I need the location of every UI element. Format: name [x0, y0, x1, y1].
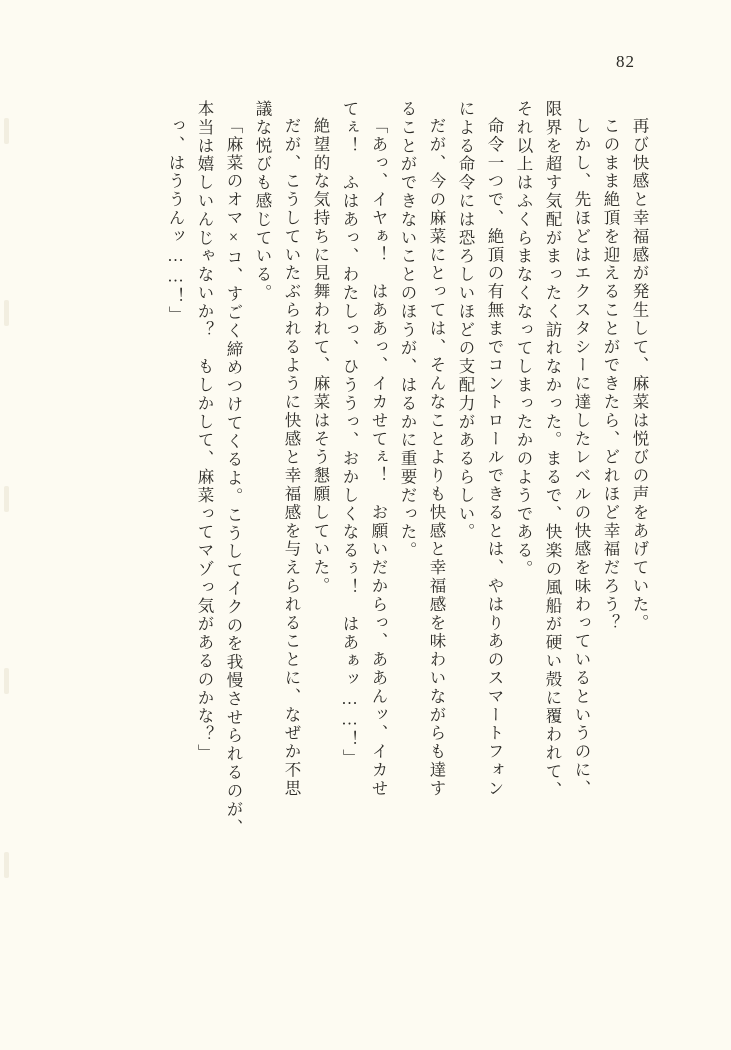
text-column: だが、こうしていたぶられるように快感と幸福感を与えられることに、なぜか不思: [282, 117, 301, 798]
binding-mark: [4, 668, 9, 694]
text-column: による命令には恐ろしいほどの支配力があるらしい。: [456, 100, 475, 542]
text-column: 限界を超す気配がまったく訪れなかった。まるで、快楽の風船が硬い殻に覆われて、: [543, 100, 562, 800]
text-column: ることができないことのほうが、はるかに重要だった。: [398, 100, 417, 560]
text-column: 議な悦びも感じている。: [253, 100, 272, 303]
text-column: 「麻菜のオマ×コ、すごく締めつけてくるよ。こうしてイクのを我慢させられるのが、: [224, 117, 243, 838]
text-column: しかし、先ほどはエクスタシーに達したレベルの快感を味わっているというのに、: [572, 117, 591, 798]
text-column: 本当は嬉しいんじゃないか？ もしかして、麻菜ってマゾっ気があるのかな？」: [195, 100, 214, 763]
text-column: このまま絶頂を迎えることができたら、どれほど幸福だろう？: [601, 117, 620, 633]
text-column: それ以上はふくらまなくなってしまったかのようである。: [514, 100, 533, 579]
binding-mark: [4, 300, 9, 326]
text-column: 命令一つで、絶頂の有無までコントロールできるとは、やはりあのスマートフォン: [485, 117, 504, 798]
body-text: [87, 100, 647, 920]
binding-mark: [4, 852, 9, 878]
text-column: てぇ！ ふはあっ、わたしっ、ひううっ、おかしくなるぅ！ はあぁッ……！」: [340, 100, 359, 768]
binding-mark: [4, 486, 9, 512]
page-number: 82: [616, 52, 635, 71]
text-column: っ、はううんッ……！」: [166, 117, 185, 325]
binding-mark: [4, 118, 9, 144]
text-column: だが、今の麻菜にとっては、そんなことよりも快感と幸福感を味わいながらも達す: [427, 117, 446, 798]
text-column: 再び快感と幸福感が発生して、麻菜は悦びの声をあげていた。: [630, 117, 649, 633]
text-column: 絶望的な気持ちに見舞われて、麻菜はそう懇願していた。: [311, 117, 330, 596]
text-column: 「あっ、イヤぁ！ はああっ、イカせてぇ！ お願いだからっ、ああんッ、イカせ: [369, 117, 388, 798]
